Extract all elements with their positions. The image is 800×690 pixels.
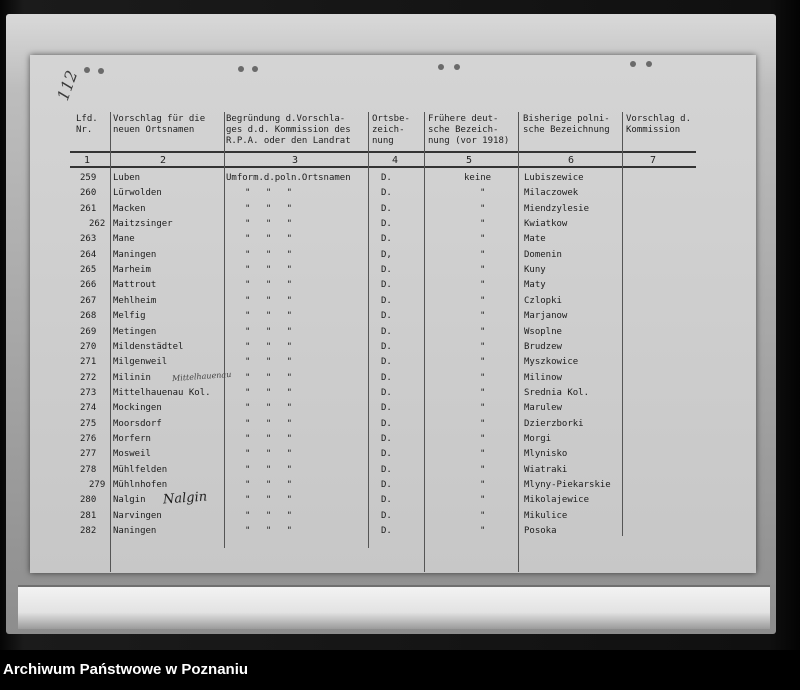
row-number: 261 <box>80 204 97 214</box>
polish-name-cell: Srednia Kol. <box>524 388 590 398</box>
ortsbezeichnung-cell: D. <box>381 465 392 475</box>
place-name-proposal: Luben <box>113 173 141 183</box>
column-number: 3 <box>292 155 299 166</box>
row-number: 281 <box>80 511 97 521</box>
polish-name-cell: Brudzew <box>524 342 562 352</box>
reason-cell: " " " <box>245 234 298 244</box>
polish-name-cell: Mlynisko <box>524 449 568 459</box>
row-number: 270 <box>80 342 97 352</box>
ortsbezeichnung-cell: D. <box>381 403 392 413</box>
former-name-cell: " <box>480 311 486 321</box>
row-number: 276 <box>80 434 97 444</box>
place-name-proposal: Narvingen <box>113 511 162 521</box>
place-name-proposal: Nalgin <box>113 495 146 505</box>
polish-name-cell: Domenin <box>524 250 562 260</box>
row-number: 280 <box>80 495 97 505</box>
ortsbezeichnung-cell: D. <box>381 434 392 444</box>
ortsbezeichnung-cell: D. <box>381 280 392 290</box>
place-name-proposal: Mildenstädtel <box>113 342 184 352</box>
former-name-cell: " <box>480 357 486 367</box>
reason-cell: " " " <box>245 419 298 429</box>
reason-cell: " " " <box>245 511 298 521</box>
polish-name-cell: Mate <box>524 234 546 244</box>
row-number: 265 <box>80 265 97 275</box>
ortsbezeichnung-cell: D. <box>381 265 392 275</box>
ortsbezeichnung-cell: D. <box>381 204 392 214</box>
row-number: 271 <box>80 357 97 367</box>
polish-name-cell: Marjanow <box>524 311 568 321</box>
former-name-cell: " <box>480 449 486 459</box>
former-name-cell: " <box>480 419 486 429</box>
place-name-proposal: Morfern <box>113 434 151 444</box>
ortsbezeichnung-cell: D. <box>381 327 392 337</box>
reason-cell: " " " <box>245 265 298 275</box>
ortsbezeichnung-cell: D. <box>381 296 392 306</box>
header-polnisch: Bisherige polni- sche Bezeichnung <box>523 114 610 135</box>
reason-cell: " " " <box>245 526 298 536</box>
pin-hole-icon <box>630 61 636 67</box>
former-name-cell: " <box>480 250 486 260</box>
reason-cell: " " " <box>245 296 298 306</box>
header-rule <box>70 151 696 153</box>
header-kommission: Vorschlag d. Kommission <box>626 114 692 135</box>
header-lfd-nr: Lfd. Nr. <box>76 114 98 135</box>
place-name-proposal: Maningen <box>113 250 157 260</box>
former-name-cell: " <box>480 188 486 198</box>
former-name-cell: keine <box>464 173 492 183</box>
header-vorschlag: Vorschlag für die neuen Ortsnamen <box>113 114 206 135</box>
reason-cell: " " " <box>245 327 298 337</box>
column-number: 5 <box>466 155 473 166</box>
place-name-proposal: Naningen <box>113 526 157 536</box>
reason-cell: " " " <box>245 434 298 444</box>
former-name-cell: " <box>480 465 486 475</box>
row-number: 277 <box>80 449 97 459</box>
pin-hole-icon <box>646 61 652 67</box>
former-name-cell: " <box>480 280 486 290</box>
polish-name-cell: Marulew <box>524 403 562 413</box>
former-name-cell: " <box>480 434 486 444</box>
polish-name-cell: Maty <box>524 280 546 290</box>
polish-name-cell: Wsoplne <box>524 327 562 337</box>
row-number: 262 <box>89 219 106 229</box>
ortsbezeichnung-cell: D. <box>381 173 392 183</box>
place-name-proposal: Marheim <box>113 265 151 275</box>
row-number: 272 <box>80 373 97 383</box>
place-name-proposal: Mosweil <box>113 449 151 459</box>
pin-hole-icon <box>454 64 460 70</box>
ortsbezeichnung-cell: D. <box>381 495 392 505</box>
ortsbezeichnung-cell: D. <box>381 373 392 383</box>
reason-cell: " " " <box>245 480 298 490</box>
former-name-cell: " <box>480 388 486 398</box>
reason-cell: " " " <box>245 403 298 413</box>
former-name-cell: " <box>480 403 486 413</box>
former-name-cell: " <box>480 234 486 244</box>
place-name-proposal: Mittelhauenau Kol. <box>113 388 211 398</box>
reason-cell: " " " <box>245 188 298 198</box>
header-ortsbezeichnung: Ortsbe- zeich- nung <box>372 114 410 146</box>
column-divider <box>110 112 111 572</box>
row-number: 264 <box>80 250 97 260</box>
reason-cell: " " " <box>245 280 298 290</box>
former-name-cell: " <box>480 204 486 214</box>
bottom-paper-strip <box>18 585 770 629</box>
polish-name-cell: Czlopki <box>524 296 562 306</box>
row-number: 267 <box>80 296 97 306</box>
polish-name-cell: Dzierzborki <box>524 419 584 429</box>
row-number: 274 <box>80 403 97 413</box>
place-name-proposal: Mühlfelden <box>113 465 168 475</box>
column-divider <box>368 112 369 548</box>
place-name-proposal: Mockingen <box>113 403 162 413</box>
place-name-proposal: Mattrout <box>113 280 157 290</box>
polish-name-cell: Mikulice <box>524 511 568 521</box>
former-name-cell: " <box>480 495 486 505</box>
header-fruehere: Frühere deut- sche Bezeich- nung (vor 1918) <box>428 114 510 146</box>
row-number: 279 <box>89 480 106 490</box>
pin-hole-icon <box>238 66 244 72</box>
ortsbezeichnung-cell: D. <box>381 357 392 367</box>
reason-cell: " " " <box>245 311 298 321</box>
polish-name-cell: Miendzylesie <box>524 204 590 214</box>
ortsbezeichnung-cell: D, <box>381 250 392 260</box>
column-number: 1 <box>84 155 91 166</box>
place-name-proposal: Melfig <box>113 311 146 321</box>
place-name-proposal: Macken <box>113 204 146 214</box>
column-divider <box>518 112 519 572</box>
column-number: 2 <box>160 155 167 166</box>
ortsbezeichnung-cell: D. <box>381 511 392 521</box>
ortsbezeichnung-cell: D. <box>381 480 392 490</box>
column-number: 6 <box>568 155 575 166</box>
column-divider <box>622 112 623 536</box>
pin-hole-icon <box>252 66 258 72</box>
column-divider <box>424 112 425 572</box>
column-number: 7 <box>650 155 657 166</box>
reason-cell: Umform.d.poln.Ortsnamen <box>226 173 351 183</box>
former-name-cell: " <box>480 511 486 521</box>
reason-cell: " " " <box>245 495 298 505</box>
ortsbezeichnung-cell: D. <box>381 219 392 229</box>
former-name-cell: " <box>480 265 486 275</box>
reason-cell: " " " <box>245 449 298 459</box>
row-number: 260 <box>80 188 97 198</box>
reason-cell: " " " <box>245 357 298 367</box>
former-name-cell: " <box>480 373 486 383</box>
reason-cell: " " " <box>245 219 298 229</box>
ortsbezeichnung-cell: D. <box>381 342 392 352</box>
reason-cell: " " " <box>245 388 298 398</box>
reason-cell: " " " <box>245 373 298 383</box>
former-name-cell: " <box>480 480 486 490</box>
place-name-proposal: Moorsdorf <box>113 419 162 429</box>
former-name-cell: " <box>480 526 486 536</box>
ortsbezeichnung-cell: D. <box>381 234 392 244</box>
reason-cell: " " " <box>245 250 298 260</box>
ortsbezeichnung-cell: D. <box>381 449 392 459</box>
row-number: 278 <box>80 465 97 475</box>
reason-cell: " " " <box>245 465 298 475</box>
header-begruendung: Begründung d.Vorschla- ges d.d. Kommission des R.P.A. oder den Landrat <box>226 114 351 146</box>
place-name-proposal: Metingen <box>113 327 157 337</box>
page-number-handwritten: 112 <box>53 67 82 104</box>
ortsbezeichnung-cell: D. <box>381 188 392 198</box>
place-name-proposal: Lürwolden <box>113 188 162 198</box>
polish-name-cell: Posoka <box>524 526 557 536</box>
ortsbezeichnung-cell: D. <box>381 388 392 398</box>
ortsbezeichnung-cell: D. <box>381 526 392 536</box>
polish-name-cell: Milinow <box>524 373 562 383</box>
handwritten-correction: Mittelhauenau <box>171 369 232 384</box>
row-number: 268 <box>80 311 97 321</box>
reason-cell: " " " <box>245 342 298 352</box>
row-number: 275 <box>80 419 97 429</box>
polish-name-cell: Kuny <box>524 265 546 275</box>
column-number-rule <box>70 166 696 168</box>
ortsbezeichnung-cell: D. <box>381 311 392 321</box>
former-name-cell: " <box>480 219 486 229</box>
place-name-proposal: Mühlnhofen <box>113 480 168 490</box>
place-name-proposal: Maitzsinger <box>113 219 173 229</box>
polish-name-cell: Mlyny-Piekarskie <box>524 480 611 490</box>
former-name-cell: " <box>480 342 486 352</box>
polish-name-cell: Mikolajewice <box>524 495 590 505</box>
reason-cell: " " " <box>245 204 298 214</box>
polish-name-cell: Morgi <box>524 434 552 444</box>
polish-name-cell: Milaczowek <box>524 188 579 198</box>
row-number: 259 <box>80 173 97 183</box>
polish-name-cell: Kwiatkow <box>524 219 568 229</box>
row-number: 282 <box>80 526 97 536</box>
row-number: 263 <box>80 234 97 244</box>
former-name-cell: " <box>480 296 486 306</box>
place-name-proposal: Mane <box>113 234 135 244</box>
former-name-cell: " <box>480 327 486 337</box>
column-number: 4 <box>392 155 399 166</box>
row-number: 266 <box>80 280 97 290</box>
place-name-proposal: Milgenweil <box>113 357 168 367</box>
handwritten-correction: Nalgin <box>162 489 208 508</box>
row-number: 269 <box>80 327 97 337</box>
polish-name-cell: Myszkowice <box>524 357 579 367</box>
column-divider <box>224 112 225 548</box>
archive-label: Archiwum Państwowe w Poznaniu <box>3 661 249 678</box>
place-name-proposal: Milinin <box>113 373 151 383</box>
pin-hole-icon <box>98 68 104 74</box>
place-name-proposal: Mehlheim <box>113 296 157 306</box>
polish-name-cell: Wiatraki <box>524 465 568 475</box>
pin-hole-icon <box>84 67 90 73</box>
pin-hole-icon <box>438 64 444 70</box>
polish-name-cell: Lubiszewice <box>524 173 584 183</box>
ortsbezeichnung-cell: D. <box>381 419 392 429</box>
row-number: 273 <box>80 388 97 398</box>
